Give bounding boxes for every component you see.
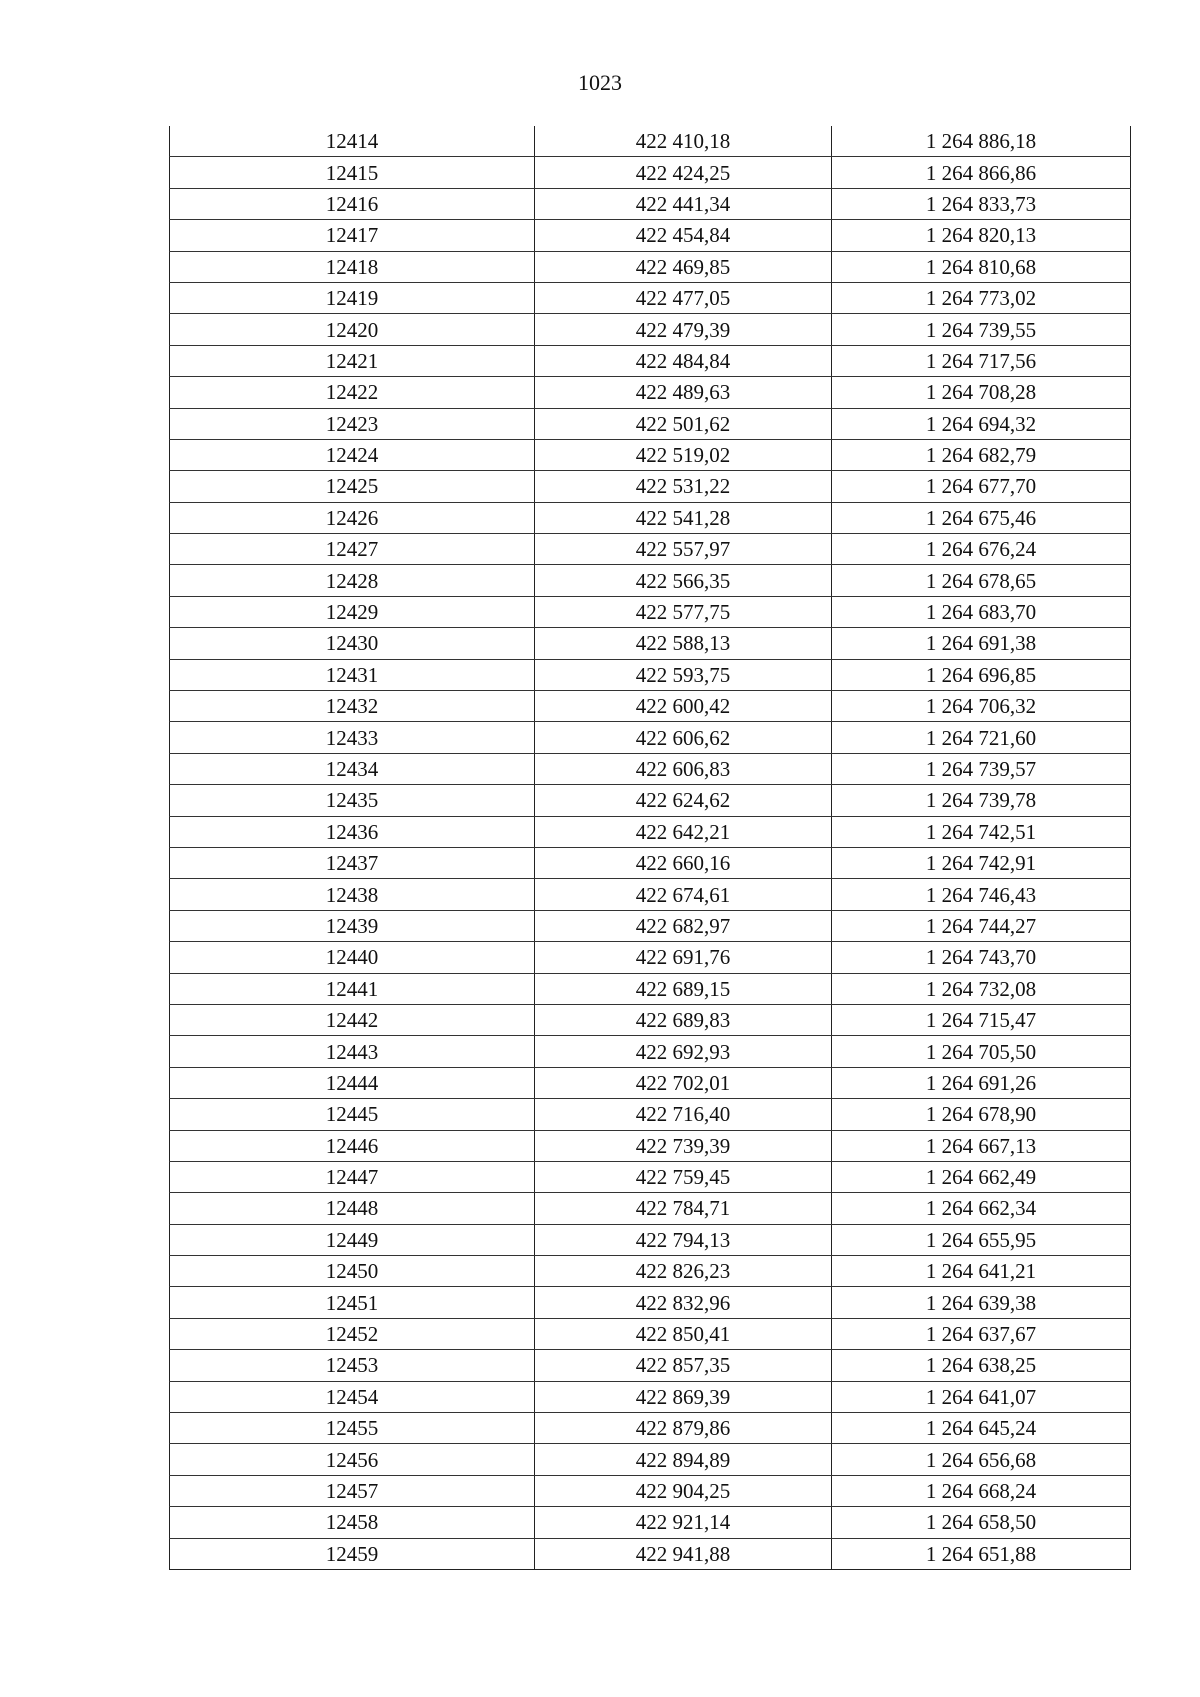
table-row (170, 1475, 1131, 1506)
x-coordinate-cell: 422 479,39 (535, 314, 832, 345)
table-row (170, 1130, 1131, 1161)
table-row (170, 1004, 1131, 1035)
x-coordinate-cell: 422 484,84 (535, 345, 832, 376)
y-coordinate-cell: 1 264 691,26 (832, 1067, 1131, 1098)
x-coordinate-cell: 422 691,76 (535, 942, 832, 973)
y-coordinate-cell: 1 264 706,32 (832, 691, 1131, 722)
x-coordinate-cell: 422 894,89 (535, 1444, 832, 1475)
y-coordinate-cell: 1 264 639,38 (832, 1287, 1131, 1318)
x-coordinate-cell: 422 674,61 (535, 879, 832, 910)
y-coordinate-cell: 1 264 742,91 (832, 847, 1131, 878)
point-number-cell: 12441 (170, 973, 535, 1004)
x-coordinate-cell: 422 660,16 (535, 847, 832, 878)
point-number-cell: 12415 (170, 157, 535, 188)
x-coordinate-cell: 422 759,45 (535, 1161, 832, 1192)
table-row (170, 126, 1131, 157)
table-row (170, 691, 1131, 722)
point-number-cell: 12425 (170, 471, 535, 502)
y-coordinate-cell: 1 264 678,90 (832, 1099, 1131, 1130)
point-number-cell: 12456 (170, 1444, 535, 1475)
x-coordinate-cell: 422 784,71 (535, 1193, 832, 1224)
y-coordinate-cell: 1 264 773,02 (832, 282, 1131, 313)
y-coordinate-cell: 1 264 668,24 (832, 1475, 1131, 1506)
point-number-cell: 12421 (170, 345, 535, 376)
coordinates-table-body (170, 126, 1131, 1569)
table-row (170, 1256, 1131, 1287)
point-number-cell: 12435 (170, 785, 535, 816)
y-coordinate-cell: 1 264 746,43 (832, 879, 1131, 910)
point-number-cell: 12449 (170, 1224, 535, 1255)
y-coordinate-cell: 1 264 696,85 (832, 659, 1131, 690)
y-coordinate-cell: 1 264 739,57 (832, 753, 1131, 784)
x-coordinate-cell: 422 477,05 (535, 282, 832, 313)
x-coordinate-cell: 422 541,28 (535, 502, 832, 533)
x-coordinate-cell: 422 566,35 (535, 565, 832, 596)
x-coordinate-cell: 422 469,85 (535, 251, 832, 282)
table-row (170, 1538, 1131, 1569)
point-number-cell: 12451 (170, 1287, 535, 1318)
table-row (170, 1193, 1131, 1224)
point-number-cell: 12440 (170, 942, 535, 973)
table-row (170, 628, 1131, 659)
x-coordinate-cell: 422 489,63 (535, 377, 832, 408)
point-number-cell: 12419 (170, 282, 535, 313)
x-coordinate-cell: 422 642,21 (535, 816, 832, 847)
point-number-cell: 12459 (170, 1538, 535, 1569)
table-row (170, 942, 1131, 973)
table-row (170, 1318, 1131, 1349)
point-number-cell: 12423 (170, 408, 535, 439)
table-row (170, 220, 1131, 251)
table-row (170, 1224, 1131, 1255)
point-number-cell: 12424 (170, 439, 535, 470)
y-coordinate-cell: 1 264 715,47 (832, 1004, 1131, 1035)
table-row (170, 282, 1131, 313)
x-coordinate-cell: 422 794,13 (535, 1224, 832, 1255)
table-row (170, 847, 1131, 878)
y-coordinate-cell: 1 264 637,67 (832, 1318, 1131, 1349)
y-coordinate-cell: 1 264 739,78 (832, 785, 1131, 816)
point-number-cell: 12422 (170, 377, 535, 408)
table-row (170, 753, 1131, 784)
x-coordinate-cell: 422 689,83 (535, 1004, 832, 1035)
x-coordinate-cell: 422 850,41 (535, 1318, 832, 1349)
y-coordinate-cell: 1 264 638,25 (832, 1350, 1131, 1381)
y-coordinate-cell: 1 264 682,79 (832, 439, 1131, 470)
x-coordinate-cell: 422 501,62 (535, 408, 832, 439)
point-number-cell: 12446 (170, 1130, 535, 1161)
point-number-cell: 12442 (170, 1004, 535, 1035)
y-coordinate-cell: 1 264 655,95 (832, 1224, 1131, 1255)
x-coordinate-cell: 422 826,23 (535, 1256, 832, 1287)
y-coordinate-cell: 1 264 662,49 (832, 1161, 1131, 1192)
point-number-cell: 12414 (170, 126, 535, 157)
point-number-cell: 12448 (170, 1193, 535, 1224)
x-coordinate-cell: 422 624,62 (535, 785, 832, 816)
y-coordinate-cell: 1 264 658,50 (832, 1507, 1131, 1538)
x-coordinate-cell: 422 424,25 (535, 157, 832, 188)
y-coordinate-cell: 1 264 717,56 (832, 345, 1131, 376)
table-row (170, 1350, 1131, 1381)
point-number-cell: 12447 (170, 1161, 535, 1192)
y-coordinate-cell: 1 264 662,34 (832, 1193, 1131, 1224)
table-row (170, 502, 1131, 533)
x-coordinate-cell: 422 716,40 (535, 1099, 832, 1130)
point-number-cell: 12417 (170, 220, 535, 251)
table-row (170, 345, 1131, 376)
table-row (170, 471, 1131, 502)
x-coordinate-cell: 422 531,22 (535, 471, 832, 502)
table-row (170, 596, 1131, 627)
x-coordinate-cell: 422 441,34 (535, 188, 832, 219)
x-coordinate-cell: 422 832,96 (535, 1287, 832, 1318)
y-coordinate-cell: 1 264 651,88 (832, 1538, 1131, 1569)
x-coordinate-cell: 422 454,84 (535, 220, 832, 251)
y-coordinate-cell: 1 264 743,70 (832, 942, 1131, 973)
point-number-cell: 12434 (170, 753, 535, 784)
table-row (170, 1287, 1131, 1318)
table-row (170, 439, 1131, 470)
table-row (170, 1099, 1131, 1130)
y-coordinate-cell: 1 264 721,60 (832, 722, 1131, 753)
table-row (170, 1036, 1131, 1067)
x-coordinate-cell: 422 588,13 (535, 628, 832, 659)
y-coordinate-cell: 1 264 744,27 (832, 910, 1131, 941)
y-coordinate-cell: 1 264 833,73 (832, 188, 1131, 219)
table-row (170, 722, 1131, 753)
x-coordinate-cell: 422 577,75 (535, 596, 832, 627)
point-number-cell: 12429 (170, 596, 535, 627)
table-row (170, 377, 1131, 408)
table-row (170, 565, 1131, 596)
point-number-cell: 12433 (170, 722, 535, 753)
y-coordinate-cell: 1 264 732,08 (832, 973, 1131, 1004)
x-coordinate-cell: 422 941,88 (535, 1538, 832, 1569)
x-coordinate-cell: 422 692,93 (535, 1036, 832, 1067)
point-number-cell: 12443 (170, 1036, 535, 1067)
x-coordinate-cell: 422 904,25 (535, 1475, 832, 1506)
point-number-cell: 12445 (170, 1099, 535, 1130)
point-number-cell: 12427 (170, 534, 535, 565)
y-coordinate-cell: 1 264 708,28 (832, 377, 1131, 408)
point-number-cell: 12431 (170, 659, 535, 690)
y-coordinate-cell: 1 264 694,32 (832, 408, 1131, 439)
x-coordinate-cell: 422 921,14 (535, 1507, 832, 1538)
table-row (170, 785, 1131, 816)
point-number-cell: 12432 (170, 691, 535, 722)
point-number-cell: 12437 (170, 847, 535, 878)
point-number-cell: 12453 (170, 1350, 535, 1381)
y-coordinate-cell: 1 264 886,18 (832, 126, 1131, 157)
point-number-cell: 12457 (170, 1475, 535, 1506)
point-number-cell: 12428 (170, 565, 535, 596)
y-coordinate-cell: 1 264 676,24 (832, 534, 1131, 565)
y-coordinate-cell: 1 264 667,13 (832, 1130, 1131, 1161)
table-row (170, 816, 1131, 847)
coordinates-table (169, 126, 1131, 1570)
point-number-cell: 12416 (170, 188, 535, 219)
x-coordinate-cell: 422 519,02 (535, 439, 832, 470)
point-number-cell: 12430 (170, 628, 535, 659)
page-number: 1023 (578, 70, 622, 95)
table-row (170, 973, 1131, 1004)
table-row (170, 1507, 1131, 1538)
y-coordinate-cell: 1 264 677,70 (832, 471, 1131, 502)
point-number-cell: 12454 (170, 1381, 535, 1412)
point-number-cell: 12450 (170, 1256, 535, 1287)
point-number-cell: 12438 (170, 879, 535, 910)
x-coordinate-cell: 422 702,01 (535, 1067, 832, 1098)
table-row (170, 408, 1131, 439)
table-row (170, 188, 1131, 219)
y-coordinate-cell: 1 264 866,86 (832, 157, 1131, 188)
y-coordinate-cell: 1 264 656,68 (832, 1444, 1131, 1475)
x-coordinate-cell: 422 879,86 (535, 1413, 832, 1444)
y-coordinate-cell: 1 264 820,13 (832, 220, 1131, 251)
x-coordinate-cell: 422 606,62 (535, 722, 832, 753)
table-row (170, 1067, 1131, 1098)
x-coordinate-cell: 422 739,39 (535, 1130, 832, 1161)
x-coordinate-cell: 422 557,97 (535, 534, 832, 565)
point-number-cell: 12426 (170, 502, 535, 533)
point-number-cell: 12458 (170, 1507, 535, 1538)
table-row (170, 910, 1131, 941)
x-coordinate-cell: 422 869,39 (535, 1381, 832, 1412)
table-row (170, 659, 1131, 690)
y-coordinate-cell: 1 264 705,50 (832, 1036, 1131, 1067)
table-row (170, 1381, 1131, 1412)
x-coordinate-cell: 422 682,97 (535, 910, 832, 941)
point-number-cell: 12420 (170, 314, 535, 345)
y-coordinate-cell: 1 264 678,65 (832, 565, 1131, 596)
x-coordinate-cell: 422 410,18 (535, 126, 832, 157)
table-row (170, 1161, 1131, 1192)
x-coordinate-cell: 422 600,42 (535, 691, 832, 722)
y-coordinate-cell: 1 264 645,24 (832, 1413, 1131, 1444)
y-coordinate-cell: 1 264 641,21 (832, 1256, 1131, 1287)
y-coordinate-cell: 1 264 641,07 (832, 1381, 1131, 1412)
y-coordinate-cell: 1 264 739,55 (832, 314, 1131, 345)
table-row (170, 1444, 1131, 1475)
point-number-cell: 12418 (170, 251, 535, 282)
table-row (170, 314, 1131, 345)
table-row (170, 879, 1131, 910)
point-number-cell: 12444 (170, 1067, 535, 1098)
x-coordinate-cell: 422 606,83 (535, 753, 832, 784)
point-number-cell: 12439 (170, 910, 535, 941)
y-coordinate-cell: 1 264 691,38 (832, 628, 1131, 659)
table-row (170, 157, 1131, 188)
x-coordinate-cell: 422 593,75 (535, 659, 832, 690)
table-row (170, 251, 1131, 282)
y-coordinate-cell: 1 264 810,68 (832, 251, 1131, 282)
point-number-cell: 12452 (170, 1318, 535, 1349)
y-coordinate-cell: 1 264 683,70 (832, 596, 1131, 627)
x-coordinate-cell: 422 689,15 (535, 973, 832, 1004)
point-number-cell: 12455 (170, 1413, 535, 1444)
y-coordinate-cell: 1 264 742,51 (832, 816, 1131, 847)
point-number-cell: 12436 (170, 816, 535, 847)
table-row (170, 534, 1131, 565)
table-row (170, 1413, 1131, 1444)
x-coordinate-cell: 422 857,35 (535, 1350, 832, 1381)
y-coordinate-cell: 1 264 675,46 (832, 502, 1131, 533)
